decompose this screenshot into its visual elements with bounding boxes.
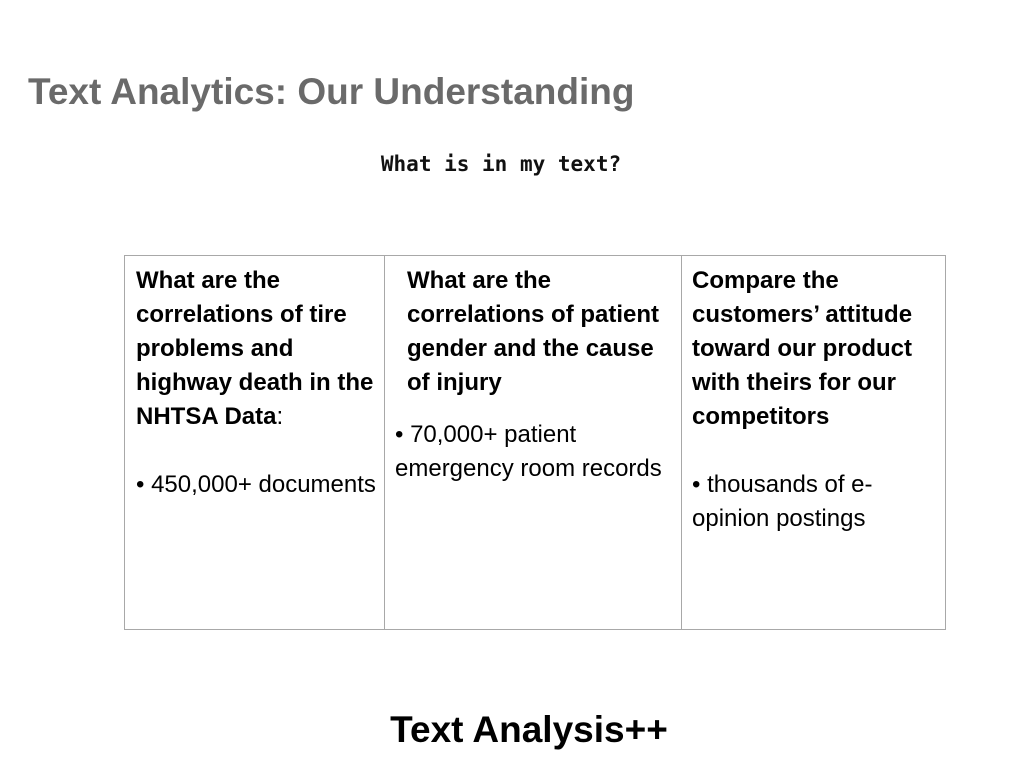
cell-question-text: What are the correlations of tire problems and highway death in the NHTSA Data bbox=[136, 267, 374, 430]
spacer bbox=[395, 400, 673, 418]
cell-detail: • 70,000+ patient emergency room records bbox=[395, 421, 662, 482]
slide-subtitle: What is in my text? bbox=[380, 152, 622, 176]
table-cell bbox=[681, 256, 945, 629]
cell-question bbox=[395, 264, 673, 400]
slide-title: Text Analytics: Our Understanding bbox=[28, 71, 635, 112]
cell-detail: • 450,000+ documents bbox=[136, 471, 376, 498]
cell-question-text: Compare the customers’ attitude toward our product with theirs for our competitors bbox=[692, 267, 913, 430]
cell-detail: • thousands of e-opinion postings bbox=[692, 471, 873, 532]
cell-question-suffix: : bbox=[276, 403, 284, 430]
table-cell bbox=[384, 256, 681, 629]
cell-question bbox=[692, 264, 937, 434]
question-table bbox=[124, 255, 946, 630]
table-cell bbox=[125, 256, 384, 629]
spacer bbox=[692, 434, 937, 468]
spacer bbox=[136, 434, 378, 468]
slide-footer: Text Analysis++ bbox=[390, 709, 668, 750]
cell-question bbox=[136, 264, 378, 434]
cell-question-text: What are the correlations of patient gender and the cause of injury bbox=[407, 267, 660, 396]
